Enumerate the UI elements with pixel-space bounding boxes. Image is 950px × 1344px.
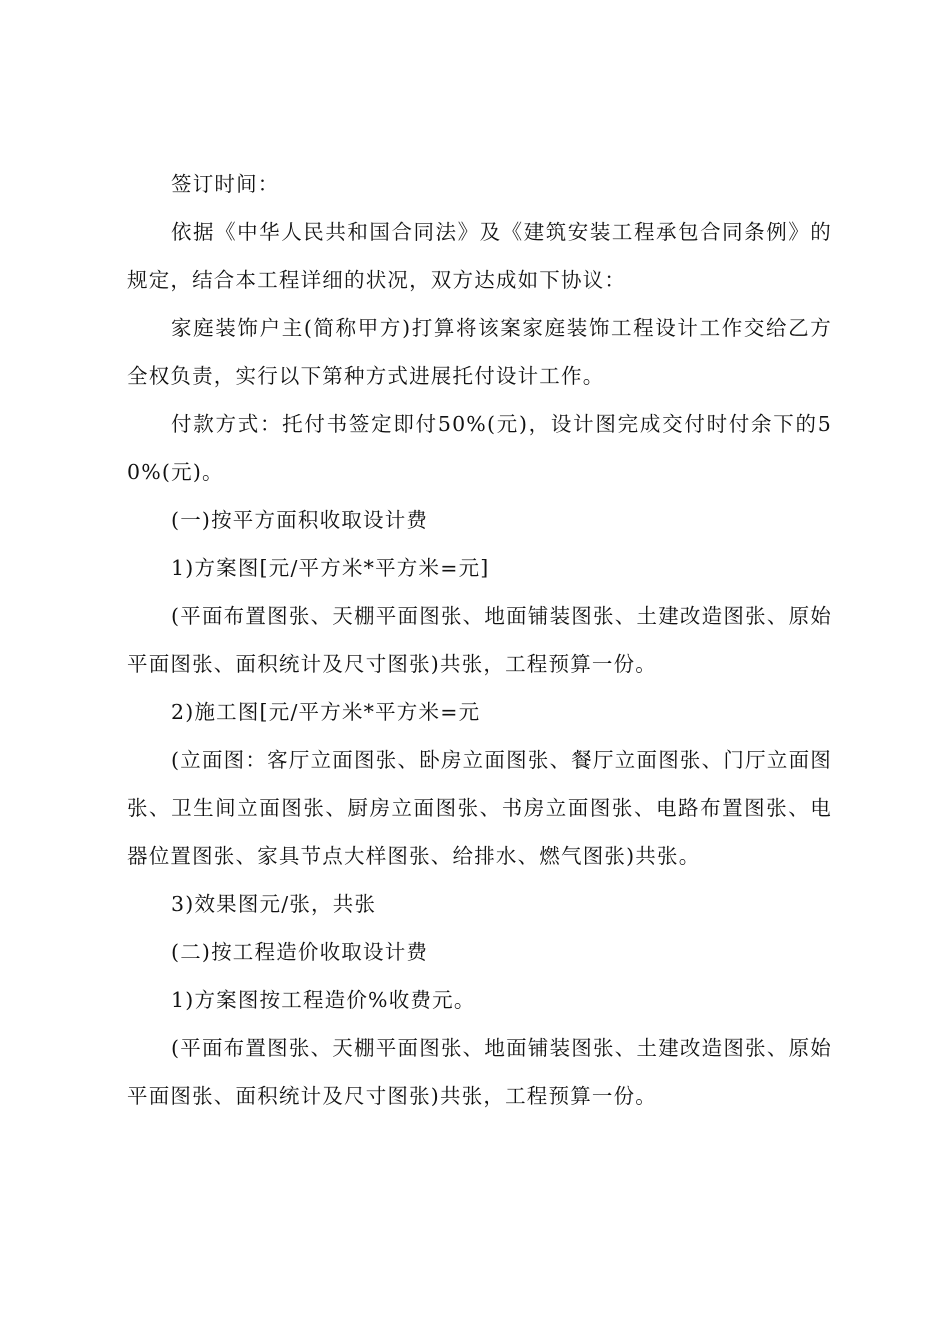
item-scheme-drawing: 1)方案图[元/平方米*平方米=元] bbox=[171, 556, 490, 580]
section-heading-by-cost: (二)按工程造价收取设计费 bbox=[171, 940, 429, 964]
item-scheme-drawing-by-cost-details: (平面布置图张、天棚平面图张、地面铺装图张、土建改造图张、原始平面图张、面积统计及尺寸图张)共张，工程预算一份。 bbox=[127, 1036, 832, 1108]
item-construction-drawing-details: (立面图：客厅立面图张、卧房立面图张、餐厅立面图张、门厅立面图张、卫生间立面图张、厨房立面图张、书房立面图张、电路布置图张、电器位置图张、家具节点大样图张、给排水、燃气图张)共张。 bbox=[127, 748, 832, 868]
paragraph-payment-method: 付款方式：托付书签定即付50%(元)，设计图完成交付时付余下的50%(元)。 bbox=[127, 412, 832, 484]
paragraph-signing-date: 签订时间： bbox=[171, 172, 280, 196]
item-construction-drawing: 2)施工图[元/平方米*平方米=元 bbox=[171, 700, 481, 724]
paragraph-commission: 家庭装饰户主(简称甲方)打算将该案家庭装饰工程设计工作交给乙方全权负责，实行以下第种方式进展托付设计工作。 bbox=[127, 316, 832, 388]
section-heading-by-area: (一)按平方面积收取设计费 bbox=[171, 508, 429, 532]
item-scheme-drawing-details: (平面布置图张、天棚平面图张、地面铺装图张、土建改造图张、原始平面图张、面积统计及尺寸图张)共张，工程预算一份。 bbox=[127, 604, 832, 676]
document-body bbox=[127, 160, 832, 1120]
paragraph-legal-basis: 依据《中华人民共和国合同法》及《建筑安装工程承包合同条例》的规定，结合本工程详细的状况，双方达成如下协议： bbox=[127, 220, 832, 292]
item-scheme-drawing-by-cost: 1)方案图按工程造价%收费元。 bbox=[171, 988, 476, 1012]
item-rendering: 3)效果图元/张，共张 bbox=[171, 892, 377, 916]
